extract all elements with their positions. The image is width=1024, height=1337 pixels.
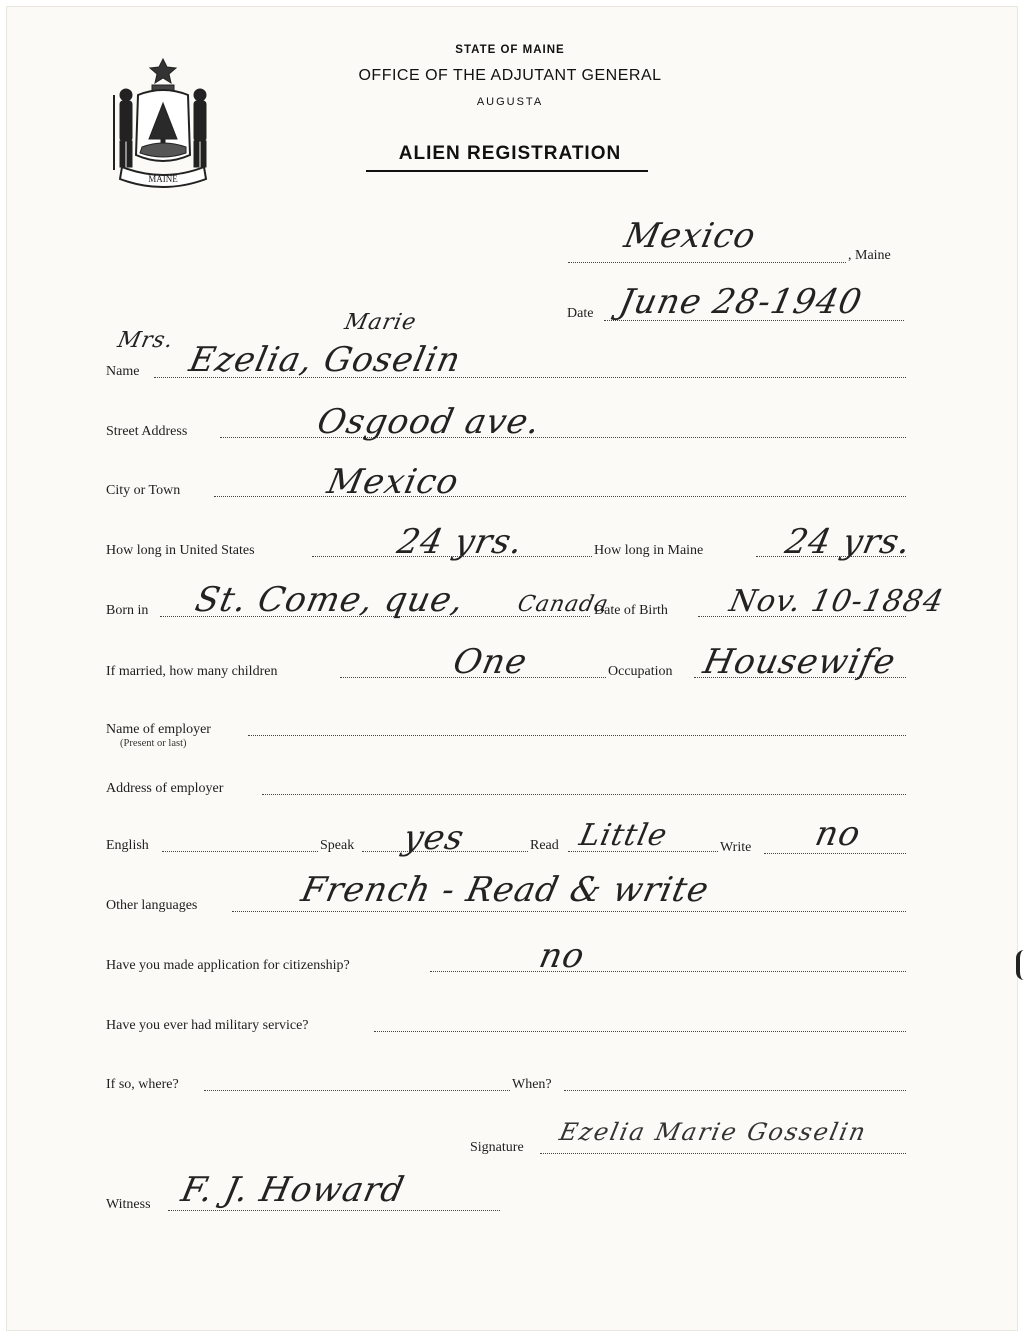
signature-label: Signature [470, 1140, 524, 1155]
other-languages-value: French - Read & write [297, 870, 713, 910]
when-line [564, 1090, 906, 1091]
street-value: Osgood ave. [313, 402, 545, 442]
margin-mark [1016, 950, 1024, 980]
city-label: City or Town [106, 483, 181, 498]
svg-text:MAINE: MAINE [148, 174, 178, 184]
military-label: Have you ever had military service? [106, 1018, 309, 1033]
maine-state-seal [108, 55, 218, 195]
us-duration-label: How long in United States [106, 543, 255, 558]
occupation-value: Housewife [699, 642, 900, 682]
citizenship-line [430, 971, 906, 972]
citizenship-value: no [535, 936, 589, 976]
employer-label: Name of employer [106, 722, 211, 737]
signature-value: Ezelia Marie Gosselin [557, 1118, 870, 1146]
born-in-value: St. Come, que, [191, 580, 468, 620]
write-label: Write [720, 840, 752, 855]
name-label: Name [106, 364, 140, 379]
street-label: Street Address [106, 424, 188, 439]
town-line [568, 262, 846, 263]
born-in-label: Born in [106, 603, 149, 618]
witness-label: Witness [106, 1197, 151, 1212]
city-heading: AUGUSTA [476, 96, 544, 108]
state-heading: STATE OF MAINE [455, 44, 565, 56]
employer-address-line [262, 794, 906, 795]
where-label: If so, where? [106, 1077, 179, 1092]
employer-address-label: Address of employer [106, 781, 224, 796]
name-prefix: Mrs. [115, 328, 176, 353]
citizenship-label: Have you made application for citizenship? [106, 958, 350, 973]
maine-duration-value: 24 yrs. [781, 522, 916, 562]
speak-value: yes [399, 818, 469, 858]
name-value: Ezelia, Goselin [185, 340, 465, 380]
read-label: Read [530, 838, 559, 853]
witness-value: F. J. Howard [177, 1170, 409, 1210]
city-value: Mexico [323, 462, 463, 502]
born-in-country: Canada [515, 592, 612, 617]
office-heading: OFFICE OF THE ADJUTANT GENERAL [358, 67, 662, 84]
other-languages-label: Other languages [106, 898, 198, 913]
date-value: June 28-1940 [615, 282, 866, 322]
english-label: English [106, 838, 149, 853]
english-line [162, 851, 318, 852]
town-value: Mexico [620, 216, 760, 256]
where-line [204, 1090, 510, 1091]
read-value: Little [576, 818, 671, 853]
children-label: If married, how many children [106, 664, 278, 679]
form-title: ALIEN REGISTRATION [398, 143, 622, 164]
maine-duration-label: How long in Maine [594, 543, 704, 558]
name-middle: Marie [342, 310, 419, 335]
us-duration-value: 24 yrs. [393, 522, 528, 562]
employer-sublabel: (Present or last) [120, 738, 187, 749]
children-value: One [449, 642, 532, 682]
occupation-label: Occupation [608, 664, 673, 679]
speak-label: Speak [320, 838, 355, 853]
dob-value: Nov. 10-1884 [726, 584, 948, 619]
when-label: When? [512, 1077, 552, 1092]
date-label: Date [567, 306, 594, 321]
dob-label: Date of Birth [594, 603, 668, 618]
witness-line [168, 1210, 500, 1211]
write-value: no [811, 814, 865, 854]
signature-line [540, 1153, 906, 1154]
employer-line [248, 735, 906, 736]
title-underline [366, 170, 648, 172]
other-languages-line [232, 911, 906, 912]
military-line [374, 1031, 906, 1032]
town-suffix: , Maine [848, 248, 891, 263]
city-line [214, 496, 906, 497]
